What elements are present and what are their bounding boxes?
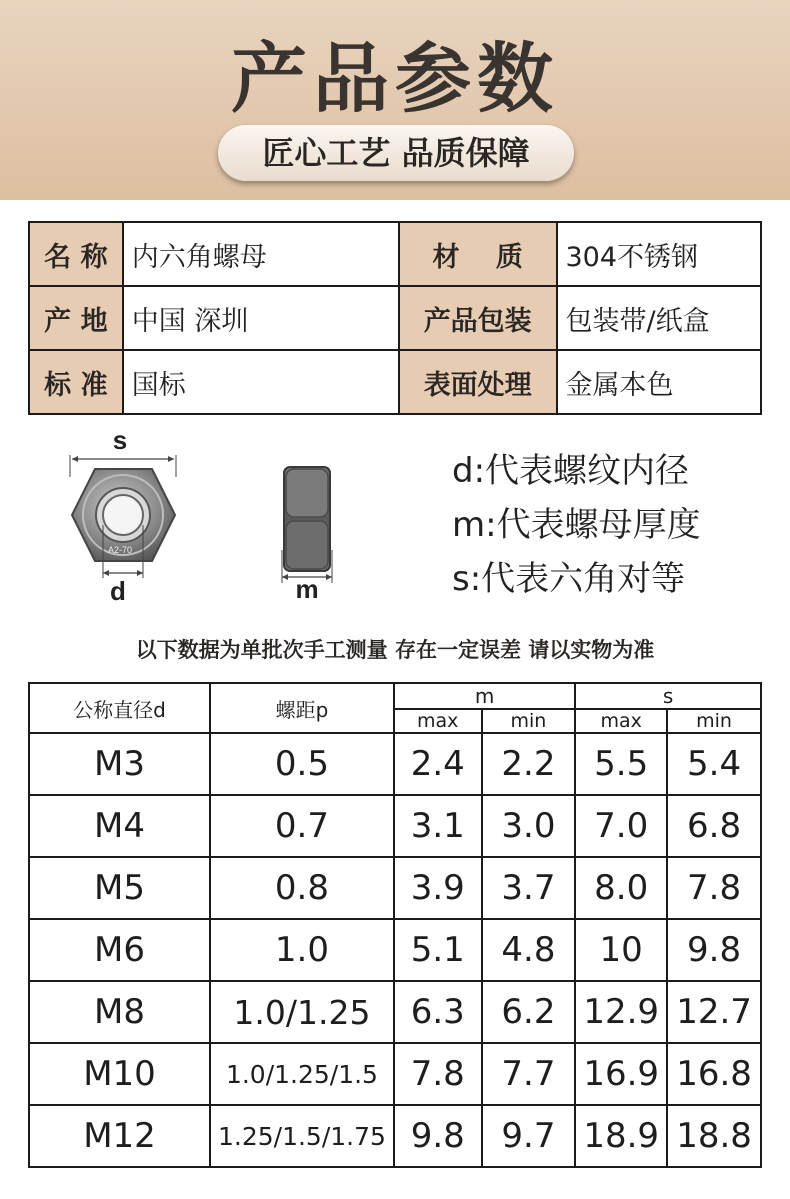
nut-side-view	[284, 467, 330, 571]
nut-front-view	[72, 469, 175, 561]
cell-s-min: 16.8	[667, 1043, 761, 1105]
cell-pitch: 0.8	[210, 857, 394, 919]
info-label: 标 准	[29, 350, 123, 414]
cell-pitch: 1.0/1.25	[210, 981, 394, 1043]
subtitle-badge: 匠心工艺 品质保障	[218, 125, 574, 181]
info-row	[29, 222, 761, 286]
cell-m-min: 4.8	[482, 919, 576, 981]
legend-m: m:代表螺母厚度	[452, 505, 701, 545]
cell-pitch: 1.0/1.25/1.5	[210, 1043, 394, 1105]
s-dimension-label: s	[112, 425, 128, 455]
header-m: m	[394, 683, 575, 709]
d-dimension-label: d	[110, 576, 126, 606]
table-row	[29, 857, 761, 919]
cell-m-max: 3.9	[394, 857, 482, 919]
info-label: 产品包装	[399, 286, 557, 350]
measurement-note: 以下数据为单批次手工测量 存在一定误差 请以实物为准	[135, 638, 655, 662]
info-label: 材 质	[399, 222, 557, 286]
cell-s-max: 5.5	[575, 733, 667, 795]
nut-dimension-diagram	[60, 425, 360, 610]
cell-s-min: 9.8	[667, 919, 761, 981]
table-row	[29, 733, 761, 795]
header-pitch: 螺距p	[210, 683, 394, 733]
nut-marking: A2-70	[107, 545, 133, 555]
cell-m-min: 6.2	[482, 981, 576, 1043]
header-s: s	[575, 683, 761, 709]
cell-d: M8	[29, 981, 210, 1043]
cell-m-max: 5.1	[394, 919, 482, 981]
table-row	[29, 1043, 761, 1105]
info-value: 包装带/纸盒	[557, 286, 762, 350]
cell-pitch: 0.5	[210, 733, 394, 795]
cell-s-max: 16.9	[575, 1043, 667, 1105]
cell-s-min: 18.8	[667, 1105, 761, 1167]
cell-s-min: 7.8	[667, 857, 761, 919]
info-row	[29, 286, 761, 350]
cell-pitch: 1.25/1.5/1.75	[210, 1105, 394, 1167]
cell-d: M6	[29, 919, 210, 981]
cell-s-min: 5.4	[667, 733, 761, 795]
cell-m-min: 2.2	[482, 733, 576, 795]
cell-s-max: 18.9	[575, 1105, 667, 1167]
cell-m-max: 2.4	[394, 733, 482, 795]
cell-m-min: 3.0	[482, 795, 576, 857]
header-s-max: max	[575, 709, 667, 733]
legend-d: d:代表螺纹内径	[452, 451, 690, 491]
table-row	[29, 795, 761, 857]
cell-s-max: 12.9	[575, 981, 667, 1043]
info-row	[29, 350, 761, 414]
cell-s-max: 7.0	[575, 795, 667, 857]
info-value: 金属本色	[557, 350, 762, 414]
header-m-max: max	[394, 709, 482, 733]
cell-s-min: 12.7	[667, 981, 761, 1043]
cell-m-max: 9.8	[394, 1105, 482, 1167]
table-row	[29, 1105, 761, 1167]
product-info-table	[28, 221, 762, 415]
info-value: 国标	[123, 350, 399, 414]
spec-header-row	[29, 683, 761, 709]
cell-d: M10	[29, 1043, 210, 1105]
cell-d: M5	[29, 857, 210, 919]
info-value: 中国 深圳	[123, 286, 399, 350]
info-label: 表面处理	[399, 350, 557, 414]
cell-m-min: 3.7	[482, 857, 576, 919]
cell-m-min: 9.7	[482, 1105, 576, 1167]
header-banner	[0, 0, 790, 200]
header-d: 公称直径d	[29, 683, 210, 733]
cell-s-min: 6.8	[667, 795, 761, 857]
info-label: 产 地	[29, 286, 123, 350]
info-value: 304不锈钢	[557, 222, 762, 286]
cell-s-max: 8.0	[575, 857, 667, 919]
legend-s: s:代表六角对等	[452, 559, 686, 599]
cell-d: M4	[29, 795, 210, 857]
cell-m-max: 6.3	[394, 981, 482, 1043]
info-value: 内六角螺母	[123, 222, 399, 286]
cell-m-max: 3.1	[394, 795, 482, 857]
info-label: 名 称	[29, 222, 123, 286]
cell-s-max: 10	[575, 919, 667, 981]
m-dimension-label: m	[295, 574, 319, 604]
header-s-min: min	[667, 709, 761, 733]
table-row	[29, 919, 761, 981]
header-m-min: min	[482, 709, 576, 733]
cell-d: M12	[29, 1105, 210, 1167]
cell-m-min: 7.7	[482, 1043, 576, 1105]
nut-bore	[103, 495, 143, 535]
cell-pitch: 0.7	[210, 795, 394, 857]
cell-pitch: 1.0	[210, 919, 394, 981]
spec-table	[28, 682, 762, 1168]
cell-d: M3	[29, 733, 210, 795]
cell-m-max: 7.8	[394, 1043, 482, 1105]
page-title: 产品参数	[231, 34, 559, 123]
table-row	[29, 981, 761, 1043]
